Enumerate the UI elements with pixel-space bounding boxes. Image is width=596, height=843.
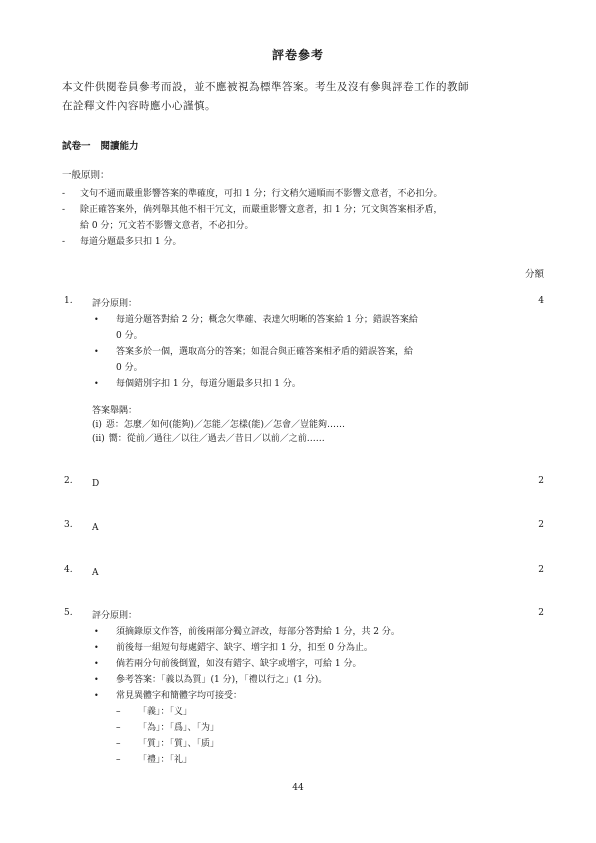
bullet-dot: • [94,643,99,652]
general-principle [62,202,562,234]
variant-item [92,720,544,736]
principle-line: 每道分題最多只扣 1 分。 [80,237,182,247]
general-principle [62,186,562,202]
bullet-line: 0 分。 [116,331,143,341]
question-5 [64,608,544,768]
bullet-item [92,656,544,672]
bullet-line: 0 分。 [116,363,143,373]
question-number: 1. [64,296,73,306]
question-3 [64,520,544,536]
principle-line: 文句不通而嚴重影響答案的準確度，可扣 1 分；行文稍欠通順而不影響文意者，不必扣分。 [80,189,443,199]
question-marks: 2 [538,565,544,575]
page-number: 44 [292,783,304,793]
page-title: 評卷參考 [271,48,324,62]
variant-text: 「為」：「爲」、「为」 [138,723,220,733]
dash-marker: – [116,755,121,765]
bullet-item [92,312,544,344]
example-row [92,418,544,432]
example-id: (ii) [92,434,105,444]
question-number: 5. [64,608,73,618]
bullet-line: 參考答案：「義以為質」(1 分)，「禮以行之」(1 分)。 [116,675,328,685]
answer: A [92,523,99,533]
bullet-item [92,640,544,656]
question-marks: 4 [538,296,544,306]
general-principles-list [62,186,562,250]
example-row [92,432,544,446]
paper-subject: 閱讀能力 [100,141,139,152]
question-1 [64,296,544,446]
bullet-dot: • [94,659,99,668]
general-principle [62,234,562,250]
question-number: 4. [64,565,73,575]
intro-paragraph [62,78,542,116]
example-text: 嚮：從前／過往／以往／過去／昔日／以前／之前…… [108,434,325,444]
principle-line: 除正確答案外，倘列舉其他不相干冗文，而嚴重影響文意者，扣 1 分；冗文與答案相矛盾， [80,205,443,215]
dash-marker: – [116,723,121,733]
question-2 [64,476,544,492]
dash-marker: - [62,237,66,247]
dash-marker: – [116,707,121,717]
bullet-line: 每道分題答對給 2 分；概念欠準確、表達欠明晰的答案給 1 分；錯誤答案給 [116,315,418,325]
variant-text: 「禮」：「礼」 [138,755,193,765]
intro-line: 本文件供閱卷員參考而設，並不應被視為標準答案。考生及沒有參與評卷工作的教師 [62,81,469,93]
bullet-dot: • [94,347,99,356]
variant-item [92,752,544,768]
dash-marker: – [116,739,121,749]
bullet-line: 須摘錄原文作答，前後兩部分獨立評改，每部分答對給 1 分，共 2 分。 [116,627,400,637]
answer-examples-label: 答案舉隅： [92,406,138,416]
answer: D [92,479,100,489]
bullet-dot: • [94,379,99,388]
question-marks: 2 [538,608,544,618]
variant-text: 「義」：「义」 [138,707,193,717]
dash-marker: - [62,189,66,199]
bullet-item [92,672,544,688]
answer: A [92,568,99,578]
general-principles-label: 一般原則： [62,170,110,181]
marking-principles-label: 評分原則： [92,611,138,621]
variant-text: 「質」：「質」、「质」 [138,739,220,749]
bullet-dot: • [94,315,99,324]
bullet-item [92,344,544,376]
bullet-dot: • [94,691,99,700]
bullet-dot: • [94,627,99,636]
bullet-item [92,624,544,640]
dash-marker: - [62,205,66,215]
bullet-line: 每個錯別字扣 1 分，每道分題最多只扣 1 分。 [116,379,301,389]
paper-heading [62,138,139,152]
question-marks: 2 [538,476,544,486]
marking-principles-label: 評分原則： [92,299,138,309]
bullet-line: 答案多於一個，選取高分的答案；如混合與正確答案相矛盾的錯誤答案，給 [116,347,414,357]
bullet-item [92,688,544,704]
bullet-line: 倘若兩分句前後倒置，如沒有錯字、缺字或增字，可給 1 分。 [116,659,362,669]
bullet-line: 常見異體字和簡體字均可接受： [116,691,243,701]
example-text: 惡：怎麼／如何(能夠)／怎能／怎樣(能)／怎會／豈能夠…… [105,420,345,430]
question-number: 3. [64,520,73,530]
principle-line: 給 0 分；冗文若不影響文意者，不必扣分。 [80,221,254,231]
answer-examples [92,404,544,446]
paper-name: 試卷一 [62,141,91,152]
bullet-item [92,376,544,392]
variant-item [92,704,544,720]
bullet-line: 前後每一組短句每處錯字、缺字、增字扣 1 分，扣至 0 分為止。 [116,643,373,653]
question-number: 2. [64,476,73,486]
bullet-dot: • [94,675,99,684]
intro-line: 在詮釋文件內容時應小心謹慎。 [62,100,216,112]
variant-item [92,736,544,752]
question-marks: 2 [538,520,544,530]
marks-column-header: 分額 [524,269,544,280]
question-4 [64,565,544,581]
example-id: (i) [92,420,102,430]
